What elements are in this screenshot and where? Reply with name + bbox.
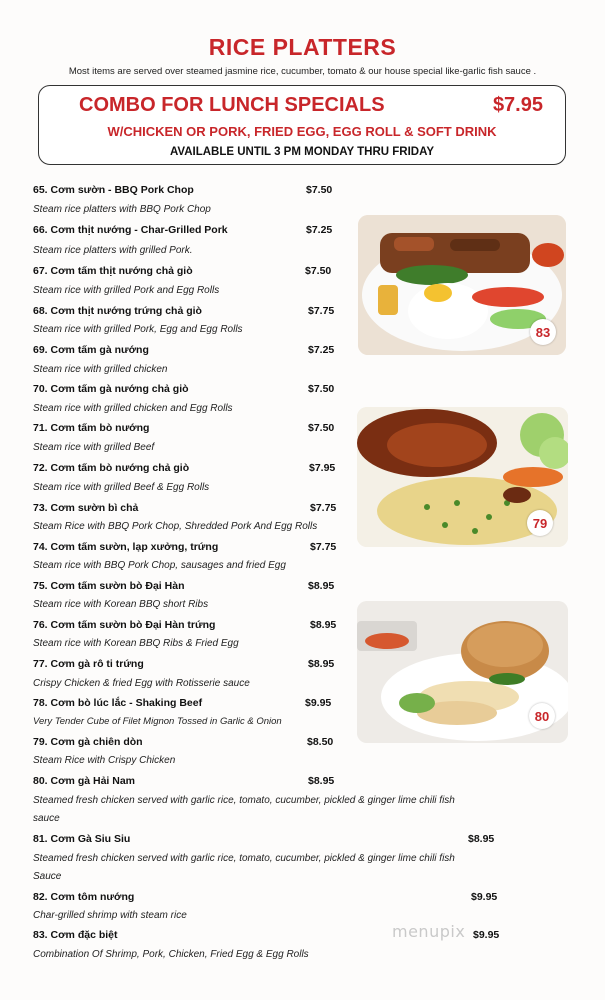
crispy-chicken-fried-rice-photo [357, 407, 568, 547]
combo-title: COMBO FOR LUNCH SPECIALS [79, 94, 385, 116]
menu-item-price: $7.25 [306, 224, 333, 236]
menu-item-name: 82. Cơm tôm nướng [33, 891, 135, 903]
menu-item-price: $7.25 [308, 344, 335, 356]
page-subtitle: Most items are served over steamed jasmine rice, cucumber, tomato & our house special like-garlic fish sauce . [68, 66, 537, 77]
menu-item-price: $8.95 [308, 658, 335, 670]
menu-item-name: 73. Cơm sườn bì chả [33, 502, 139, 514]
menu-item-desc: Steam rice with Korean BBQ Ribs & Fried Egg [33, 638, 239, 649]
menu-item-price: $7.75 [310, 502, 337, 514]
menu-item-desc: Steam rice platters with BBQ Pork Chop [33, 204, 211, 215]
menu-item-desc: Steam rice with grilled Pork and Egg Rolls [33, 285, 220, 296]
menu-item-name: 75. Cơm tấm sườn bò Đại Hàn [33, 580, 185, 592]
menu-item-name: 76. Cơm tấm sườn bò Đại Hàn trứng [33, 619, 216, 631]
photo-badge: 79 [527, 510, 553, 536]
menu-item-name: 83. Cơm đặc biệt [33, 929, 118, 941]
menu-item-name: 72. Cơm tấm bò nướng chả giò [33, 462, 190, 474]
menu-item-name: 81. Cơm Gà Siu Siu [33, 833, 131, 845]
menu-item-desc: Steam rice with grilled Pork, Egg and Egg Rolls [33, 324, 243, 335]
menu-item-price: $7.50 [308, 383, 335, 395]
menu-item-price: $7.50 [305, 265, 332, 277]
combo-special-box [38, 85, 566, 165]
menu-item-price: $7.95 [309, 462, 336, 474]
menu-item-price: $7.50 [306, 184, 333, 196]
menu-item-desc: Steamed fresh chicken served with garlic rice, tomato, cucumber, pickled & ginger lime chili fish [33, 853, 455, 864]
menu-item-price: $9.95 [473, 929, 500, 941]
combo-price: $7.95 [492, 94, 543, 116]
menu-item-desc: Steam rice with Korean BBQ short Ribs [33, 599, 209, 610]
combo-availability: AVAILABLE UNTIL 3 PM MONDAY THRU FRIDAY [169, 146, 435, 158]
menu-item-desc: Steamed fresh chicken served with garlic rice, tomato, cucumber, pickled & ginger lime chili fish [33, 795, 455, 806]
menu-item-desc: Steam rice with BBQ Pork Chop, sausages and fried Egg [33, 560, 286, 571]
menu-item-desc: Very Tender Cube of Filet Mignon Tossed in Garlic & Onion [33, 716, 282, 727]
menu-item-desc: Steam rice with grilled Beef [33, 442, 155, 453]
combo-subtitle: W/CHICKEN OR PORK, FRIED EGG, EGG ROLL & SOFT DRINK [107, 124, 497, 139]
menu-item-name: 80. Cơm gà Hải Nam [33, 775, 136, 787]
menu-item-name: 78. Cơm bò lúc lắc - Shaking Beef [33, 697, 203, 709]
menu-item-name: 71. Cơm tấm bò nướng [33, 422, 150, 434]
watermark: menupix [392, 922, 466, 941]
menu-item-price: $8.95 [308, 775, 335, 787]
menu-item-desc-cont: sauce [33, 813, 60, 824]
menu-item-name: 70. Cơm tấm gà nướng chả giò [33, 383, 189, 395]
menu-item-price: $8.95 [468, 833, 495, 845]
menu-item-desc-cont: Sauce [33, 871, 62, 882]
grilled-pork-plate-photo [358, 215, 566, 355]
menu-item-desc: Crispy Chicken & fried Egg with Rotisserie sauce [33, 678, 250, 689]
menu-item-name: 74. Cơm tấm sườn, lạp xưởng, trứng [33, 541, 219, 553]
menu-item-price: $7.75 [310, 541, 337, 553]
menu-item-desc: Combination Of Shrimp, Pork, Chicken, Fried Egg & Egg Rolls [33, 949, 309, 960]
menu-item-desc: Steam rice platters with grilled Pork. [33, 245, 193, 256]
menu-item-price: $9.95 [305, 697, 332, 709]
menu-item-price: $9.95 [471, 891, 498, 903]
menu-item-desc: Steam Rice with Crispy Chicken [33, 755, 176, 766]
menu-item-desc: Steam rice with grilled Beef & Egg Rolls [33, 482, 210, 493]
menu-item-price: $8.50 [307, 736, 334, 748]
menu-item-name: 79. Cơm gà chiên dòn [33, 736, 143, 748]
page-title: RICE PLATTERS [208, 34, 397, 60]
photo-badge: 83 [530, 319, 556, 345]
photo-badge: 80 [529, 703, 555, 729]
menu-item-desc: Char-grilled shrimp with steam rice [33, 910, 187, 921]
menu-item-name: 65. Cơm sườn - BBQ Pork Chop [33, 184, 194, 196]
menu-item-name: 77. Cơm gà rô ti trứng [33, 658, 144, 670]
menu-item-desc: Steam Rice with BBQ Pork Chop, Shredded Pork And Egg Rolls [33, 521, 318, 532]
menu-item-name: 69. Cơm tấm gà nướng [33, 344, 149, 356]
menu-item-desc: Steam rice with grilled chicken [33, 364, 168, 375]
hainan-chicken-rice-photo [357, 601, 568, 743]
menu-item-price: $8.95 [310, 619, 337, 631]
menu-item-price: $8.95 [308, 580, 335, 592]
menu-item-price: $7.75 [308, 305, 335, 317]
menu-item-desc: Steam rice with grilled chicken and Egg Rolls [33, 403, 233, 414]
menu-item-name: 67. Cơm tấm thịt nướng chả giò [33, 265, 193, 277]
menu-item-price: $7.50 [308, 422, 335, 434]
menu-item-name: 66. Cơm thịt nướng - Char-Grilled Pork [33, 224, 228, 236]
menu-item-name: 68. Cơm thịt nướng trứng chả giò [33, 305, 202, 317]
